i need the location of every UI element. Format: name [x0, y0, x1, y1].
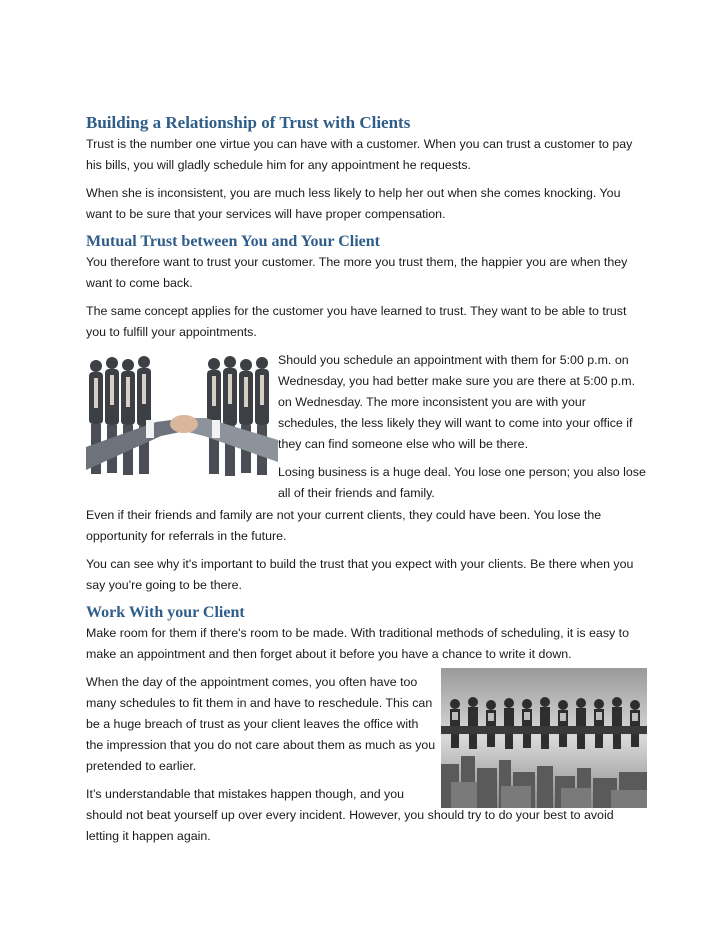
document-body: [86, 112, 646, 847]
intro-paragraph-1: Trust is the number one virtue you can have with a customer. When you can trust a customer to pay his bills, you will gladly schedule him for any appointment he requests.: [86, 137, 633, 172]
section1-paragraph-3: Even if their friends and family are not your current clients, they could have been. You lose the opportunity for referrals in the future.: [86, 508, 602, 543]
section2-paragraph-2: When the day of the appointment comes, you often have too many schedules to fit them in and have to reschedule. This can be a huge breach of trust as your client leaves the office with the impression that you do not care about them as much as you pretended to earlier.: [86, 675, 436, 773]
skyscraper-block: [86, 672, 646, 805]
section-heading-mutual-trust: Mutual Trust between You and Your Client: [86, 233, 380, 250]
side-paragraph-2: Losing business is a huge deal. You lose one person; you also lose all of their friends and family.: [278, 465, 646, 500]
section1-paragraph-1: You therefore want to trust your customer. The more you trust them, the happier you are when they want to come back.: [86, 255, 628, 290]
section2-paragraph-3a: It’s understandable that mistakes happen though, and you: [86, 787, 405, 801]
section-heading-work-with-client: Work With your Client: [86, 604, 245, 621]
section1-paragraph-4: You can see why it's important to build the trust that you expect with your clients. Be there when you say you're going to be there.: [86, 557, 634, 592]
handshake-team-image: [86, 352, 278, 497]
handshake-block: [86, 350, 646, 500]
section2-paragraph-1: Make room for them if there's room to be made. With traditional methods of scheduling, it is easy to make an appointment and then forget about it before you have a chance to write it down.: [86, 626, 629, 661]
workers-on-beam-image: [441, 668, 647, 808]
side-paragraph-1: Should you schedule an appointment with them for 5:00 p.m. on Wednesday, you had better make sure you are there at 5:00 p.m. on Wednesday. The more inconsistent you are with your schedules, the less likely they will want to come into your office if they can find someone else who will be there.: [278, 353, 636, 451]
section1-paragraph-2: The same concept applies for the customer you have learned to trust. They want to be able to trust you to fulfill your appointments.: [86, 304, 627, 339]
document-title: Building a Relationship of Trust with Clients: [86, 113, 411, 132]
intro-paragraph-2: When she is inconsistent, you are much less likely to help her out when she comes knocking. You want to be sure that your services will have proper compensation.: [86, 186, 621, 221]
section2-paragraph-3b: should not beat yourself up over every incident. However, you should try to do your best to avoid letting it happen again.: [86, 808, 614, 843]
